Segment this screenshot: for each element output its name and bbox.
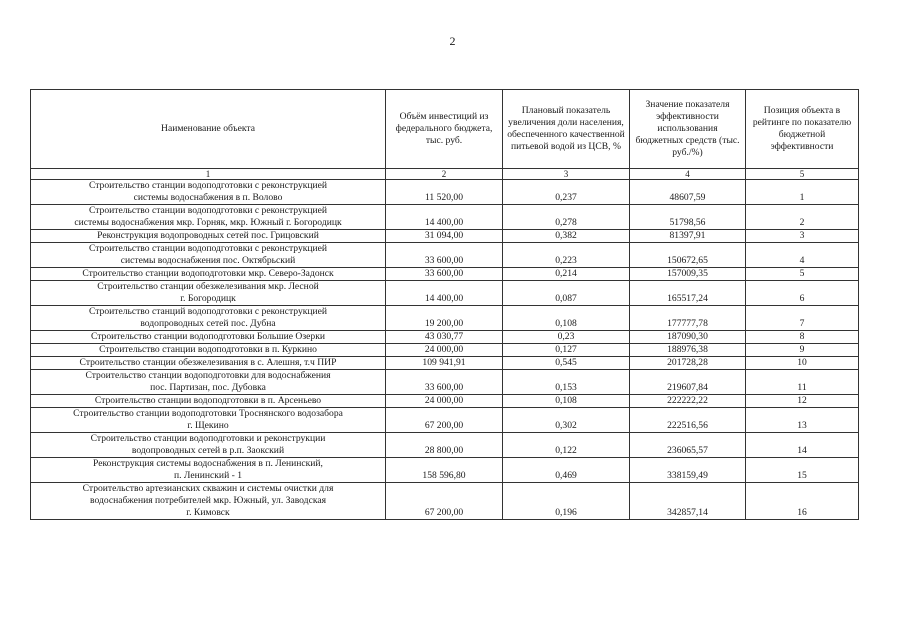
- object-name-cell: Строительство станции водоподготовки Троснянского водозабора г. Щекино: [31, 408, 386, 433]
- rank-cell: 16: [746, 483, 859, 520]
- share-cell: 0,469: [503, 458, 630, 483]
- investment-cell: 33 600,00: [386, 268, 503, 281]
- table-row: [31, 357, 859, 370]
- efficiency-cell: 157009,35: [630, 268, 746, 281]
- header-row: [31, 90, 859, 169]
- investment-cell: 158 596,80: [386, 458, 503, 483]
- header-investment: Объём инвестиций из федерального бюджета, тыс. руб.: [386, 90, 503, 169]
- table-row: [31, 180, 859, 205]
- share-cell: 0,545: [503, 357, 630, 370]
- investment-cell: 24 000,00: [386, 344, 503, 357]
- investment-cell: 31 094,00: [386, 230, 503, 243]
- investment-cell: 43 030,77: [386, 331, 503, 344]
- share-cell: 0,127: [503, 344, 630, 357]
- share-cell: 0,196: [503, 483, 630, 520]
- share-cell: 0,108: [503, 395, 630, 408]
- object-name-cell: Строительство станции водоподготовки с реконструкцией системы водоснабжения мкр. Горняк, мкр. Южный г. Богородицк: [31, 205, 386, 230]
- efficiency-cell: 177777,78: [630, 306, 746, 331]
- table-row: [31, 331, 859, 344]
- object-name-cell: Строительство артезианских скважин и системы очистки для водоснабжения потребителей мкр. Южный, ул. Заводская г. Кимовск: [31, 483, 386, 520]
- efficiency-cell: 222516,56: [630, 408, 746, 433]
- efficiency-cell: 219607,84: [630, 370, 746, 395]
- object-name-cell: Строительство станций водоподготовки с реконструкцией водопроводных сетей пос. Дубна: [31, 306, 386, 331]
- column-number: 2: [386, 169, 503, 180]
- rank-cell: 4: [746, 243, 859, 268]
- investment-cell: 28 800,00: [386, 433, 503, 458]
- efficiency-cell: 222222,22: [630, 395, 746, 408]
- object-name-cell: Строительство станции водоподготовки с реконструкцией системы водоснабжения пос. Октябрьский: [31, 243, 386, 268]
- object-name-cell: Строительство станции водоподготовки в п. Куркино: [31, 344, 386, 357]
- rank-cell: 11: [746, 370, 859, 395]
- column-number: 4: [630, 169, 746, 180]
- table-row: [31, 205, 859, 230]
- rank-cell: 15: [746, 458, 859, 483]
- page-number: 2: [449, 34, 456, 48]
- investment-cell: 33 600,00: [386, 243, 503, 268]
- header-efficiency: Значение показателя эффективности использования бюджетных средств (тыс. руб./%): [630, 90, 746, 169]
- table-row: [31, 370, 859, 395]
- table-row: [31, 433, 859, 458]
- table-row: [31, 458, 859, 483]
- share-cell: 0,382: [503, 230, 630, 243]
- investment-cell: 33 600,00: [386, 370, 503, 395]
- rank-cell: 1: [746, 180, 859, 205]
- object-name-cell: Реконструкция системы водоснабжения в п. Ленинский, п. Ленинский - 1: [31, 458, 386, 483]
- object-name-cell: Строительство станции водоподготовки в п. Арсеньево: [31, 395, 386, 408]
- header-rank: Позиция объекта в рейтинге по показателю бюджетной эффективности: [746, 90, 859, 169]
- share-cell: 0,153: [503, 370, 630, 395]
- investment-table: [30, 89, 859, 520]
- rank-cell: 12: [746, 395, 859, 408]
- column-number: 3: [503, 169, 630, 180]
- investment-cell: 19 200,00: [386, 306, 503, 331]
- header-share: Плановый показатель увеличения доли населения, обеспеченного качественной питьевой водой из ЦСВ, %: [503, 90, 630, 169]
- rank-cell: 3: [746, 230, 859, 243]
- object-name-cell: Строительство станции водоподготовки и реконструкции водопроводных сетей в р.п. Заокский: [31, 433, 386, 458]
- share-cell: 0,23: [503, 331, 630, 344]
- rank-cell: 13: [746, 408, 859, 433]
- efficiency-cell: 150672,65: [630, 243, 746, 268]
- rank-cell: 7: [746, 306, 859, 331]
- table-row: [31, 281, 859, 306]
- object-name-cell: Строительство станции водоподготовки для водоснабжения пос. Партизан, пос. Дубовка: [31, 370, 386, 395]
- share-cell: 0,237: [503, 180, 630, 205]
- rank-cell: 10: [746, 357, 859, 370]
- investment-cell: 14 400,00: [386, 281, 503, 306]
- efficiency-cell: 201728,28: [630, 357, 746, 370]
- efficiency-cell: 51798,56: [630, 205, 746, 230]
- object-name-cell: Строительство станции водоподготовки мкр. Северо-Задонск: [31, 268, 386, 281]
- efficiency-cell: 187090,30: [630, 331, 746, 344]
- rank-cell: 8: [746, 331, 859, 344]
- table-row: [31, 268, 859, 281]
- table-row: [31, 243, 859, 268]
- investment-cell: 24 000,00: [386, 395, 503, 408]
- object-name-cell: Строительство станции обезжелезивания в с. Алешня, т.ч ПИР: [31, 357, 386, 370]
- investment-cell: 11 520,00: [386, 180, 503, 205]
- table-row: [31, 230, 859, 243]
- table-row: [31, 408, 859, 433]
- efficiency-cell: 165517,24: [630, 281, 746, 306]
- rank-cell: 5: [746, 268, 859, 281]
- object-name-cell: Строительство станции водоподготовки с реконструкцией системы водоснабжения в п. Волово: [31, 180, 386, 205]
- column-number: 1: [31, 169, 386, 180]
- rank-cell: 6: [746, 281, 859, 306]
- rank-cell: 2: [746, 205, 859, 230]
- object-name-cell: Строительство станции обезжелезивания мкр. Лесной г. Богородицк: [31, 281, 386, 306]
- table-row: [31, 344, 859, 357]
- object-name-cell: Строительство станции водоподготовки Большие Озерки: [31, 331, 386, 344]
- share-cell: 0,302: [503, 408, 630, 433]
- investment-cell: 109 941,91: [386, 357, 503, 370]
- object-name-cell: Реконструкция водопроводных сетей пос. Грицовский: [31, 230, 386, 243]
- share-cell: 0,223: [503, 243, 630, 268]
- table-row: [31, 395, 859, 408]
- efficiency-cell: 236065,57: [630, 433, 746, 458]
- share-cell: 0,122: [503, 433, 630, 458]
- investment-cell: 67 200,00: [386, 483, 503, 520]
- share-cell: 0,214: [503, 268, 630, 281]
- column-number: 5: [746, 169, 859, 180]
- share-cell: 0,087: [503, 281, 630, 306]
- table-row: [31, 306, 859, 331]
- investment-cell: 14 400,00: [386, 205, 503, 230]
- header-object-name: Наименование объекта: [31, 90, 386, 169]
- efficiency-cell: 338159,49: [630, 458, 746, 483]
- efficiency-cell: 81397,91: [630, 230, 746, 243]
- table-row: [31, 483, 859, 520]
- efficiency-cell: 48607,59: [630, 180, 746, 205]
- investment-cell: 67 200,00: [386, 408, 503, 433]
- efficiency-cell: 188976,38: [630, 344, 746, 357]
- column-number-row: [31, 169, 859, 180]
- efficiency-cell: 342857,14: [630, 483, 746, 520]
- rank-cell: 14: [746, 433, 859, 458]
- rank-cell: 9: [746, 344, 859, 357]
- share-cell: 0,278: [503, 205, 630, 230]
- share-cell: 0,108: [503, 306, 630, 331]
